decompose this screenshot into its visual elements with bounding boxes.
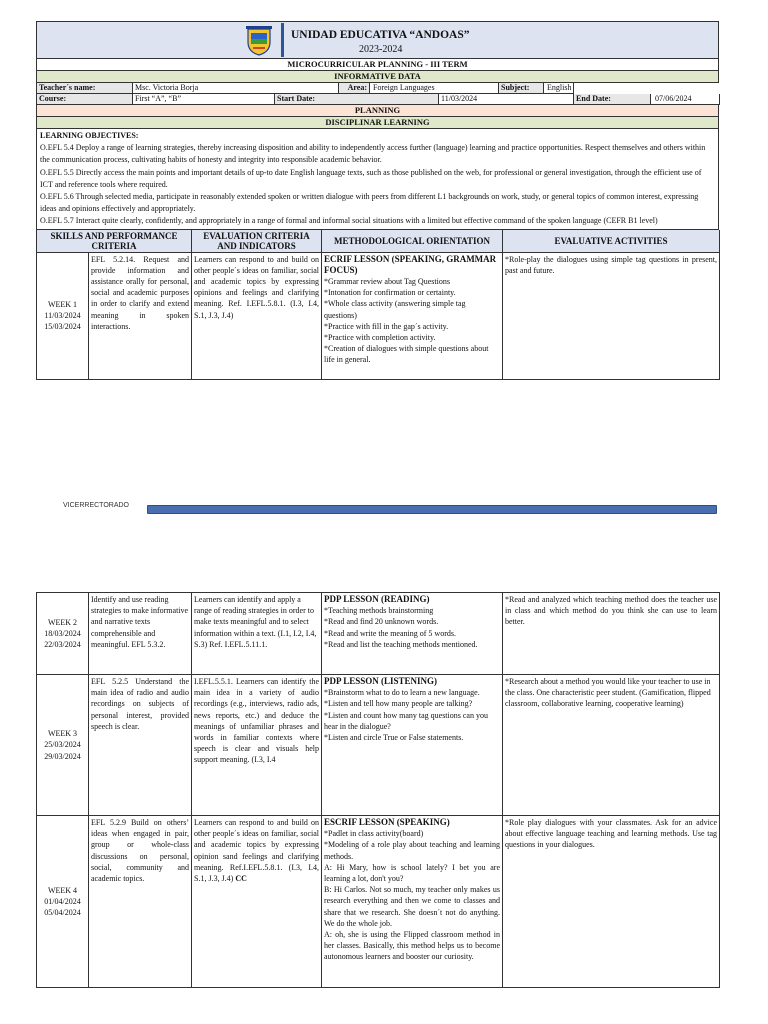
subject-combined [499, 83, 574, 94]
school-name: UNIDAD EDUCATIVA “ANDOAS” [291, 29, 470, 41]
school-header [36, 21, 719, 59]
week-start: 01/04/2024 [44, 896, 81, 906]
method-line: *Brainstorm what to do to learn a new language. [324, 688, 480, 698]
objective-item: O.EFL 5.5 Directly access the main points and important details of up-to date English language texts, such as those published on the web, for professional or general investigation, through the efficient use of ICT and reference tools where required. [40, 167, 702, 189]
method-title: ESCRIF LESSON (SPEAKING) [324, 817, 450, 827]
method-line: A: oh, she is using the Flipped classroom method in her classes. Basically, this method helps us to become autonomous learners and booster our curiosity. [324, 930, 500, 962]
subject-label: Subject: [499, 83, 544, 93]
method-line: *Teaching methods brainstorming [324, 606, 434, 616]
school-year: 2023-2024 [359, 44, 403, 55]
end-label: End Date: [574, 94, 651, 104]
plan-title: MICROCURRICULAR PLANNING - III TERM [36, 59, 719, 71]
week-end: 22/03/2024 [44, 640, 81, 650]
area-label: Area: [339, 83, 370, 93]
skill-cell: Identify and use reading strategies to make informative and narrative texts comprehensible and meaningful. EFL 5.3.2. [89, 593, 192, 675]
planning-band: PLANNING [36, 105, 719, 117]
page-one [36, 21, 719, 380]
week-label: WEEK 1 [47, 299, 78, 309]
area-combined [339, 83, 499, 94]
method-line: *Listen and count how many tag questions can you hear in the dialogue? [324, 710, 488, 731]
table-row [37, 593, 720, 675]
table-row [37, 675, 720, 816]
method-line: *Read and list the teaching methods mentioned. [324, 639, 478, 649]
objective-item: O.EFL 5.4 Deploy a range of learning strategies, thereby increasing disposition and ability to independently access further (language) learning and practice opportunities. Respect themselves and others within the communication process, cultivating habits of honesty and integrity into responsible academic behavior. [40, 143, 706, 165]
objectives-title: LEARNING OBJECTIVES: [40, 131, 139, 140]
week-start: 11/03/2024 [44, 311, 81, 321]
method-title: PDP LESSON (LISTENING) [324, 676, 438, 686]
method-line: *Grammar review about Tag Questions [324, 277, 450, 287]
objective-item: O.EFL 5.7 Interact quite clearly, confidently, and appropriately in a range of formal and informal social situations with a limited but effective command of the spoken language (CEFR B1 level) [40, 216, 658, 226]
week-cell [37, 593, 89, 675]
vicerrectorado-label: VICERRECTORADO [63, 502, 129, 509]
objective-item: O.EFL 5.6 Through selected media, participate in reasonably extended spoken or written dialogue with peers from different L1 backgrounds on work, study, or general topics of common interest, expressing ideas and opinions effectively and appropriately. [40, 192, 699, 214]
teacher-value: Msc. Victoria Borja [133, 83, 339, 94]
page-two [36, 592, 719, 988]
week-label: WEEK 4 [47, 885, 78, 895]
teacher-label: Teacher´s name: [37, 83, 133, 94]
activities-cell: *Role play dialogues with your classmates. Ask for an advice about effective language teaching and learning methods. Use tag questions in your dialogues. [503, 816, 720, 988]
end-value: 07/06/2024 [655, 93, 692, 103]
method-line: *Whole class activity (answering simple tag questions) [324, 299, 466, 320]
col-skills: SKILLS AND PERFORMANCE CRITERIA [37, 230, 192, 253]
planning-table [36, 230, 720, 380]
week-start: 18/03/2024 [44, 628, 81, 638]
table-row [37, 252, 720, 379]
planning-table-continued [36, 592, 720, 988]
activities-cell: *Research about a method you would like your teacher to use in the class. One characteristic peer student. (Gamification, flipped classroom, collaborative learning, cooperative learning) [503, 675, 720, 816]
week-end: 29/03/2024 [44, 751, 81, 761]
area-value: Foreign Languages [373, 83, 435, 92]
method-line: *Intonation for confirmation or certainty. [324, 288, 456, 298]
informative-data-table [36, 83, 720, 105]
col-activities: EVALUATIVE ACTIVITIES [503, 230, 720, 253]
week-start: 25/03/2024 [44, 740, 81, 750]
course-label: Course: [37, 94, 133, 105]
criteria-cell: I.EFL.5.5.1. Learners can identify the main idea in a variety of audio recordings (e.g., interviews, radio ads, news reports, etc.) and deduce the meanings of unfamiliar phrases and words in familiar contexts where speech is clear and visuals help support meaning. (I.3, I.4 [192, 675, 322, 816]
week-label: WEEK 3 [47, 729, 78, 739]
informative-data-band: INFORMATIVE DATA [36, 71, 719, 83]
criteria-cell: Learners can identify and apply a range of reading strategies in order to make texts meaningful and to select information within a text. (I.1, I.2, I.4, S.3) Ref. I.EFL.5.11.1. [192, 593, 322, 675]
criteria-tail: CC [235, 874, 247, 884]
method-line: *Read and write the meaning of 5 words. [324, 628, 456, 638]
disciplinar-band: DISCIPLINAR LEARNING [36, 117, 719, 129]
method-line: *Practice with completion activity. [324, 333, 436, 343]
method-line: B: Hi Carlos. Not so much, my teacher only makes us research everything and then we come to classes and share that we research. She doesn´t not do anything. We do the whole job. [324, 885, 500, 928]
week-end: 05/04/2024 [44, 908, 81, 918]
method-cell [322, 816, 503, 988]
skill-cell: EFL 5.2.14. Request and provide information and assistance orally for personal, social and academic purposes in order to clarify and extend meaning in spoken interactions. [89, 252, 192, 379]
skill-cell: EFL 5.2.5 Understand the main idea of radio and audio recordings on subjects of personal interest, provided speech is clear. [89, 675, 192, 816]
method-cell [322, 675, 503, 816]
method-line: *Modeling of a role play about teaching and learning methods. [324, 840, 500, 861]
footer-bar [147, 505, 717, 514]
criteria-cell: Learners can respond to and build on other people´s ideas on familiar, social and academic topics by expressing opinions and feelings and clarifying meaning. Ref. I.EFL.5.8.1. (I.3, I.4, S.1, J.3, J.4) [192, 252, 322, 379]
week-cell [37, 252, 89, 379]
course-value: First “A”, “B” [133, 94, 275, 105]
week-end: 15/03/2024 [44, 322, 81, 332]
end-combined [574, 94, 720, 105]
activities-cell: *Role-play the dialogues using simple tag questions in present, past and future. [503, 252, 720, 379]
start-value: 11/03/2024 [439, 94, 574, 105]
col-criteria: EVALUATION CRITERIA AND INDICATORS [192, 230, 322, 253]
method-cell [322, 252, 503, 379]
table-row [37, 816, 720, 988]
method-cell [322, 593, 503, 675]
method-line: *Padlet in class activity(board) [324, 829, 424, 839]
header-divider [281, 23, 284, 57]
method-line: *Creation of dialogues with simple questions about life in general. [324, 344, 489, 365]
method-line: *Listen and circle True or False statements. [324, 733, 464, 743]
skill-cell: EFL 5.2.9 Build on others’ ideas when engaged in pair, group or whole-class discussions on personal, social, community and academic topics. [89, 816, 192, 988]
col-method: METHODOLOGICAL ORIENTATION [322, 230, 503, 253]
activities-cell: *Read and analyzed which teaching method does the teacher use in class and which method do you think she can use to learn better. [503, 593, 720, 675]
week-cell [37, 675, 89, 816]
method-line: *Read and find 20 unknown words. [324, 617, 439, 627]
subject-value: English [547, 83, 572, 92]
week-label: WEEK 2 [47, 617, 78, 627]
method-line: *Listen and tell how many people are talking? [324, 699, 473, 709]
method-line: A: Hi Mary, how is school lately? I bet you are learning a lot, don't you? [324, 862, 500, 884]
school-crest-icon [246, 26, 272, 56]
start-label: Start Date: [275, 94, 439, 105]
method-title: PDP LESSON (READING) [324, 594, 430, 604]
criteria-text: Learners can respond to and build on other people´s ideas on familiar, social and academic topics by expressing opinion sand feelings and clarifying meaning. Ref.I.EFL.5.8.1. (I.3, I.4, S.1, J.3, J.4) [194, 818, 319, 884]
learning-objectives [36, 129, 719, 230]
method-line: *Practice with fill in the gap´s activity. [324, 321, 449, 331]
method-title: ECRIF LESSON (SPEAKING, GRAMMAR FOCUS) [324, 253, 497, 275]
week-cell [37, 816, 89, 988]
criteria-cell [192, 816, 322, 988]
